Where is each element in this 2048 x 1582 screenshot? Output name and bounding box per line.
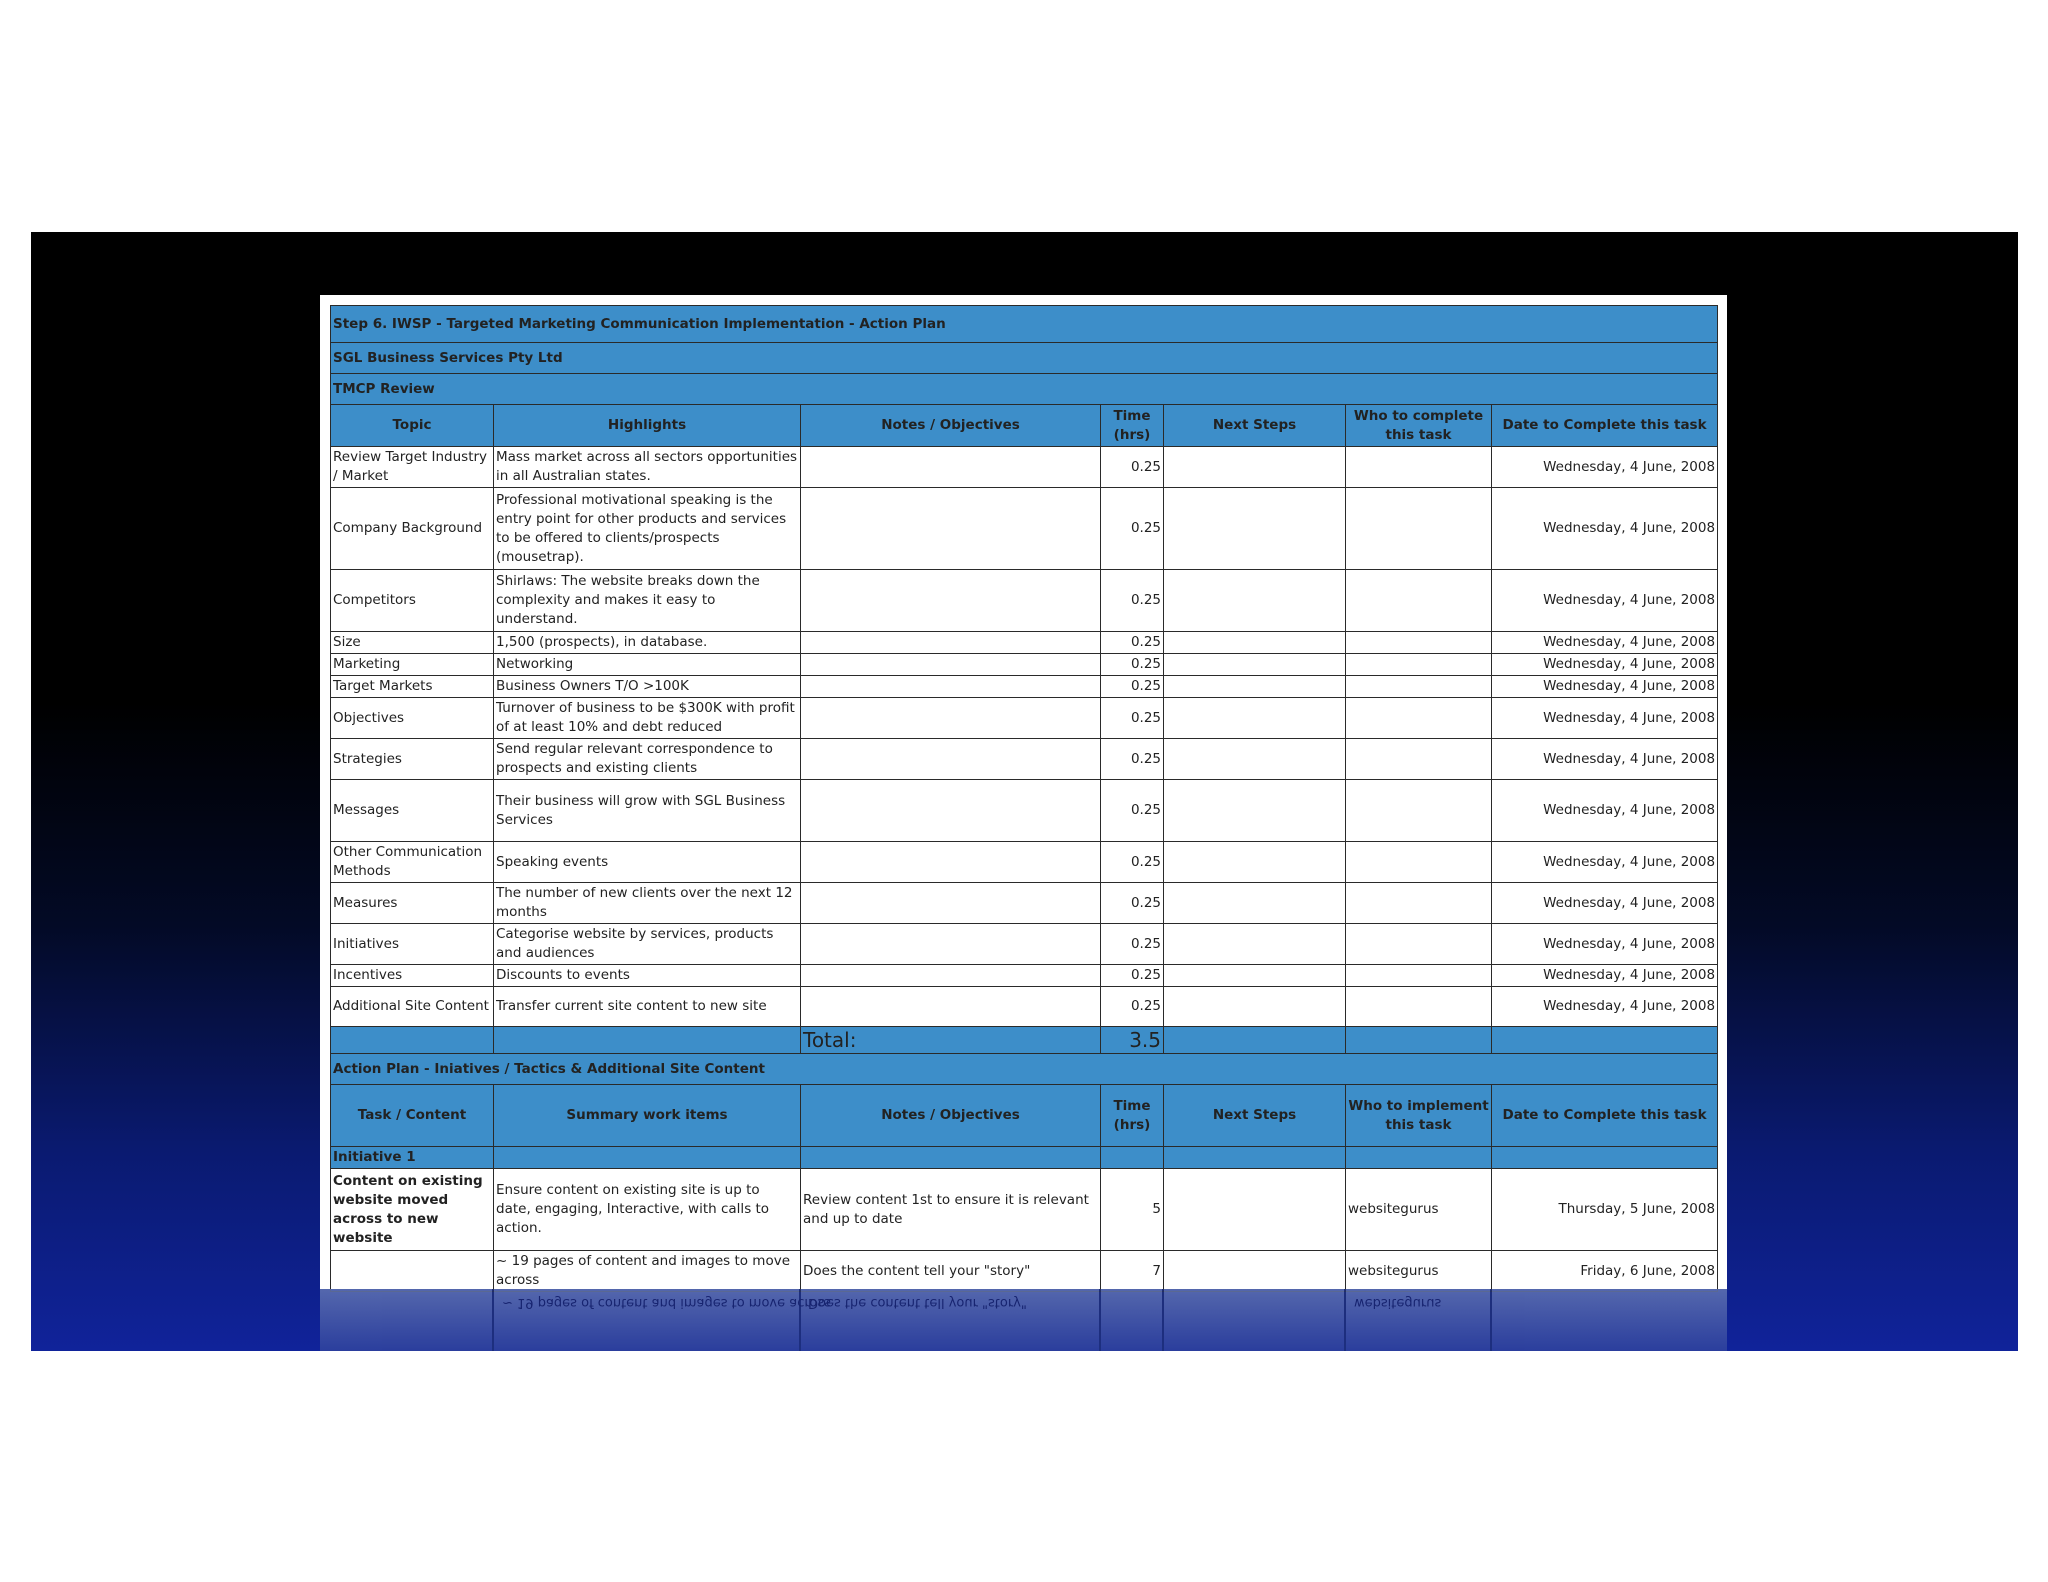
cell-time: 7 [1101, 1251, 1164, 1292]
header-topic: Topic [331, 405, 494, 447]
cell-highlights: Business Owners T/O >100K [494, 676, 801, 698]
presentation-slide [31, 232, 2018, 1351]
cell-date: Wednesday, 4 June, 2008 [1492, 780, 1718, 842]
cell-next [1164, 676, 1346, 698]
cell-notes [801, 632, 1101, 654]
cell-topic: Target Markets [331, 676, 494, 698]
cell-time: 0.25 [1101, 780, 1164, 842]
cell-date: Wednesday, 4 June, 2008 [1492, 632, 1718, 654]
cell-highlights: Their business will grow with SGL Business Services [494, 780, 801, 842]
cell-notes [801, 842, 1101, 883]
cell-next [1164, 739, 1346, 780]
spreadsheet-image [320, 295, 1727, 1289]
section-heading-review: TMCP Review [331, 374, 1718, 405]
cell-date: Wednesday, 4 June, 2008 [1492, 842, 1718, 883]
cell-notes [801, 739, 1101, 780]
cell-task: Content on existing website moved across to new website [331, 1169, 494, 1251]
cell-date: Wednesday, 4 June, 2008 [1492, 883, 1718, 924]
cell-time: 0.25 [1101, 698, 1164, 739]
cell-next [1164, 488, 1346, 570]
cell-date: Wednesday, 4 June, 2008 [1492, 570, 1718, 632]
table-row [331, 924, 1718, 965]
cell-who [1346, 676, 1492, 698]
cell-topic: Company Background [331, 488, 494, 570]
cell-notes [801, 654, 1101, 676]
cell-summary: Ensure content on existing site is up to date, engaging, Interactive, with calls to action. [494, 1169, 801, 1251]
cell-next [1164, 654, 1346, 676]
header-who-2: Who to implement this task [1346, 1085, 1492, 1147]
cell-date: Wednesday, 4 June, 2008 [1492, 987, 1718, 1027]
cell-highlights: Categorise website by services, products and audiences [494, 924, 801, 965]
cell-who [1346, 739, 1492, 780]
cell-date: Wednesday, 4 June, 2008 [1492, 654, 1718, 676]
cell-topic: Strategies [331, 739, 494, 780]
cell-next [1164, 987, 1346, 1027]
cell-topic: Measures [331, 883, 494, 924]
cell-next [1164, 965, 1346, 987]
table-row [331, 842, 1718, 883]
cell-topic: Review Target Industry / Market [331, 447, 494, 488]
cell-task [331, 1251, 494, 1292]
page-title: Step 6. IWSP - Targeted Marketing Communication Implementation - Action Plan [331, 306, 1718, 343]
table-row [331, 1251, 1718, 1292]
table-row [331, 739, 1718, 780]
initiative-row [331, 1147, 1718, 1169]
header-date: Date to Complete this task [1492, 405, 1718, 447]
cell-notes [801, 987, 1101, 1027]
cell-who [1346, 447, 1492, 488]
header-next-steps: Next Steps [1164, 405, 1346, 447]
header-summary: Summary work items [494, 1085, 801, 1147]
cell-date: Wednesday, 4 June, 2008 [1492, 739, 1718, 780]
section-heading-action-plan: Action Plan - Iniatives / Tactics & Additional Site Content [331, 1054, 1718, 1085]
cell-notes [801, 570, 1101, 632]
cell-highlights: Networking [494, 654, 801, 676]
cell-next [1164, 924, 1346, 965]
cell-highlights: The number of new clients over the next 12 months [494, 883, 801, 924]
cell-notes [801, 488, 1101, 570]
cell-date: Wednesday, 4 June, 2008 [1492, 676, 1718, 698]
cell-topic: Other Communication Methods [331, 842, 494, 883]
table-row [331, 883, 1718, 924]
reflection-who: websitegurus [1354, 1295, 1442, 1310]
table-row [331, 676, 1718, 698]
cell-notes: Review content 1st to ensure it is relevant and up to date [801, 1169, 1101, 1251]
total-label: Total: [801, 1027, 1101, 1054]
table-row [331, 654, 1718, 676]
cell-who: websitegurus [1346, 1169, 1492, 1251]
table-reflection [320, 1289, 1727, 1351]
total-value: 3.5 [1101, 1027, 1164, 1054]
cell-time: 0.25 [1101, 987, 1164, 1027]
cell-notes [801, 447, 1101, 488]
cell-who [1346, 698, 1492, 739]
cell-time: 0.25 [1101, 965, 1164, 987]
cell-summary: ~ 19 pages of content and images to move across [494, 1251, 801, 1292]
cell-who [1346, 987, 1492, 1027]
cell-time: 0.25 [1101, 842, 1164, 883]
cell-notes [801, 780, 1101, 842]
table-row [331, 780, 1718, 842]
cell-time: 0.25 [1101, 632, 1164, 654]
cell-who [1346, 965, 1492, 987]
cell-highlights: Shirlaws: The website breaks down the complexity and makes it easy to understand. [494, 570, 801, 632]
table-row [331, 488, 1718, 570]
review-header-row [331, 405, 1718, 447]
table-row [331, 447, 1718, 488]
total-row [331, 1027, 1718, 1054]
cell-topic: Size [331, 632, 494, 654]
table-row [331, 570, 1718, 632]
cell-who [1346, 654, 1492, 676]
cell-highlights: Send regular relevant correspondence to prospects and existing clients [494, 739, 801, 780]
table-row [331, 965, 1718, 987]
cell-date: Wednesday, 4 June, 2008 [1492, 965, 1718, 987]
cell-notes: Does the content tell your "story" [801, 1251, 1101, 1292]
header-time-2: Time (hrs) [1101, 1085, 1164, 1147]
cell-notes [801, 924, 1101, 965]
cell-who [1346, 570, 1492, 632]
cell-next [1164, 447, 1346, 488]
header-who: Who to complete this task [1346, 405, 1492, 447]
cell-time: 5 [1101, 1169, 1164, 1251]
cell-next [1164, 1169, 1346, 1251]
cell-time: 0.25 [1101, 570, 1164, 632]
cell-topic: Objectives [331, 698, 494, 739]
cell-date: Wednesday, 4 June, 2008 [1492, 488, 1718, 570]
table-row [331, 987, 1718, 1027]
action-header-row [331, 1085, 1718, 1147]
header-next-steps-2: Next Steps [1164, 1085, 1346, 1147]
cell-time: 0.25 [1101, 488, 1164, 570]
header-notes-2: Notes / Objectives [801, 1085, 1101, 1147]
cell-topic: Incentives [331, 965, 494, 987]
cell-who [1346, 488, 1492, 570]
cell-time: 0.25 [1101, 739, 1164, 780]
cell-topic: Additional Site Content [331, 987, 494, 1027]
header-task: Task / Content [331, 1085, 494, 1147]
cell-notes [801, 965, 1101, 987]
cell-next [1164, 842, 1346, 883]
cell-next [1164, 570, 1346, 632]
cell-next [1164, 780, 1346, 842]
cell-highlights: Speaking events [494, 842, 801, 883]
cell-highlights: Turnover of business to be $300K with profit of at least 10% and debt reduced [494, 698, 801, 739]
reflection-notes: Does the content tell your "story" [808, 1295, 1027, 1310]
header-date-2: Date to Complete this task [1492, 1085, 1718, 1147]
table-row [331, 1169, 1718, 1251]
cell-date: Thursday, 5 June, 2008 [1492, 1169, 1718, 1251]
cell-topic: Marketing [331, 654, 494, 676]
cell-next [1164, 1251, 1346, 1292]
cell-who [1346, 924, 1492, 965]
cell-topic: Messages [331, 780, 494, 842]
table-row [331, 632, 1718, 654]
table-row [331, 698, 1718, 739]
header-highlights: Highlights [494, 405, 801, 447]
cell-highlights: Professional motivational speaking is the entry point for other products and services to be offered to clients/prospects (mousetrap). [494, 488, 801, 570]
cell-topic: Competitors [331, 570, 494, 632]
company-name: SGL Business Services Pty Ltd [331, 343, 1718, 374]
header-notes: Notes / Objectives [801, 405, 1101, 447]
cell-highlights: Mass market across all sectors opportunities in all Australian states. [494, 447, 801, 488]
cell-time: 0.25 [1101, 676, 1164, 698]
cell-date: Wednesday, 4 June, 2008 [1492, 447, 1718, 488]
header-time: Time (hrs) [1101, 405, 1164, 447]
cell-who: websitegurus [1346, 1251, 1492, 1292]
reflection-summary: ~ 19 pages of content and images to move across [502, 1295, 831, 1310]
cell-topic: Initiatives [331, 924, 494, 965]
cell-who [1346, 632, 1492, 654]
cell-notes [801, 883, 1101, 924]
initiative-label: Initiative 1 [331, 1147, 494, 1169]
cell-who [1346, 842, 1492, 883]
cell-time: 0.25 [1101, 924, 1164, 965]
cell-highlights: Discounts to events [494, 965, 801, 987]
cell-notes [801, 698, 1101, 739]
cell-date: Wednesday, 4 June, 2008 [1492, 924, 1718, 965]
cell-highlights: Transfer current site content to new site [494, 987, 801, 1027]
cell-next [1164, 632, 1346, 654]
cell-date: Wednesday, 4 June, 2008 [1492, 698, 1718, 739]
cell-who [1346, 780, 1492, 842]
cell-notes [801, 676, 1101, 698]
cell-time: 0.25 [1101, 447, 1164, 488]
cell-next [1164, 698, 1346, 739]
cell-who [1346, 883, 1492, 924]
action-plan-table [330, 305, 1718, 1292]
cell-time: 0.25 [1101, 654, 1164, 676]
cell-time: 0.25 [1101, 883, 1164, 924]
cell-next [1164, 883, 1346, 924]
cell-highlights: 1,500 (prospects), in database. [494, 632, 801, 654]
cell-date: Friday, 6 June, 2008 [1492, 1251, 1718, 1292]
